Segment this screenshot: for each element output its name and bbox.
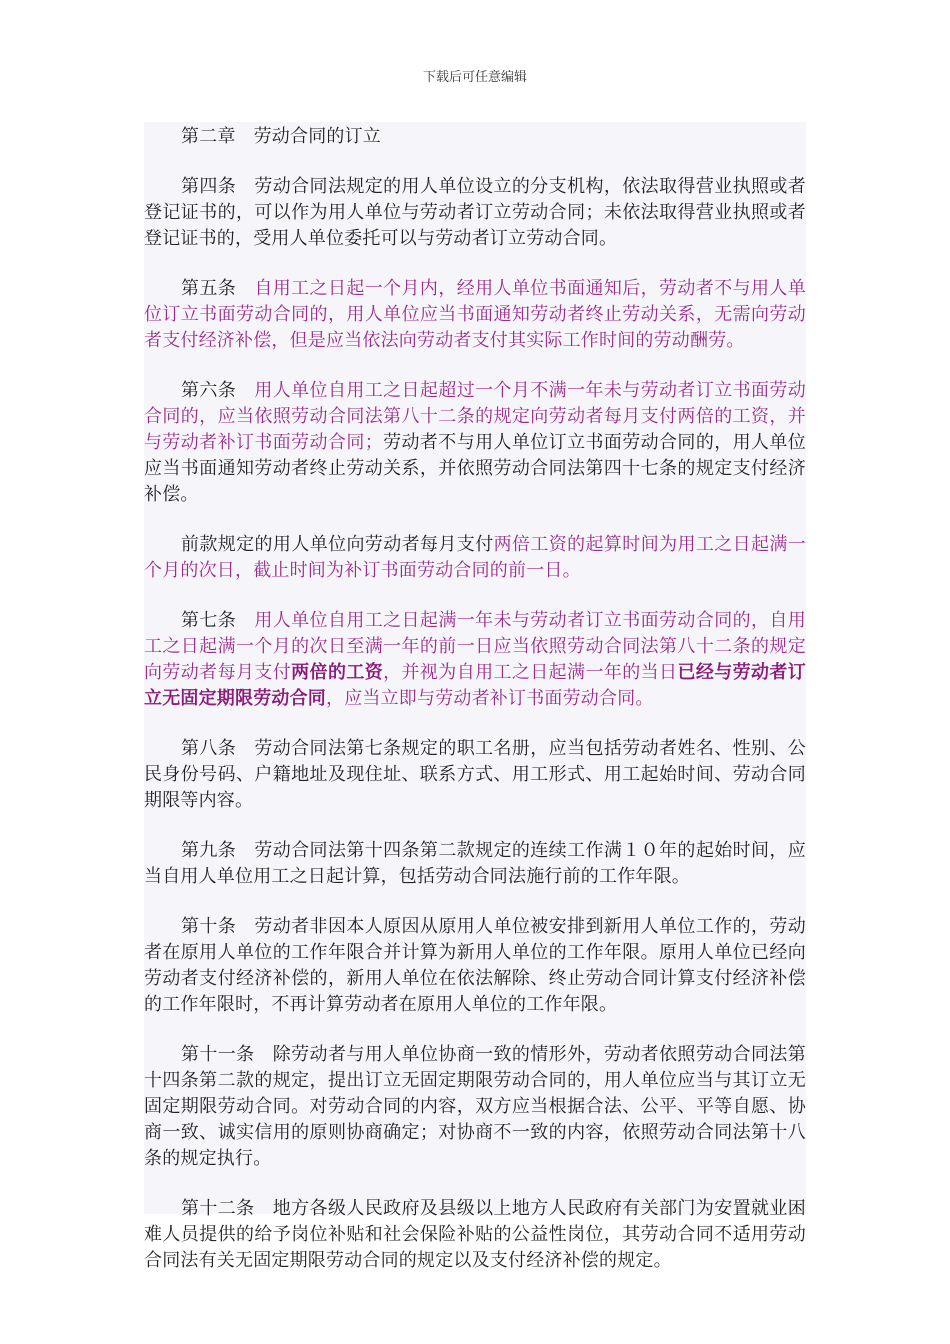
article-text: 劳动者不与用人单位订立书面劳动合同的，用人单位应当书面通知劳动者终止劳动关系，并依照劳动合同法第四十七条的规定支付经济补偿。 [144,432,806,505]
article-text: 劳动合同法第十四条第二款规定的连续工作满１０年的起始时间，应当自用人单位用工之日起计算，包括劳动合同法施行前的工作年限。 [144,840,806,887]
article-4 [144,174,806,252]
article-10 [144,914,806,1018]
article-text: 劳动合同法第七条规定的职工名册，应当包括劳动者姓名、性别、公民身份号码、户籍地址及现住址、联系方式、用工形式、用工起始时间、劳动合同期限等内容。 [144,738,806,811]
article-7 [144,608,806,712]
article-text: 劳动者非因本人原因从原用人单位被安排到新用人单位工作的，劳动者在原用人单位的工作年限合并计算为新用人单位的工作年限。原用人单位已经向劳动者支付经济补偿的，新用人单位在依法解除、终止劳动合同计算支付经济补偿的工作年限时，不再计算劳动者在原用人单位的工作年限。 [144,916,806,1015]
article-number: 第十二条 [181,1198,255,1219]
article-text-highlighted: 两倍工资的起算时间为用工之日起满一个月的次日，截止时间为补订书面劳动合同的前一日。 [144,534,806,581]
chapter-label: 第二章 [181,126,236,147]
article-5 [144,276,806,354]
article-number: 第十条 [181,916,237,937]
chapter-title: 劳动合同的订立 [253,126,382,147]
article-6 [144,378,806,508]
article-text-bold: 已经与劳动者订立无固定期限劳动合同 [144,662,806,709]
page-header: 下载后可任意编辑 [422,70,527,85]
article-number: 第七条 [181,610,237,631]
article-12 [144,1196,806,1274]
chapter-heading [144,124,806,150]
document-body [144,122,806,1271]
article-text-highlighted: ，应当立即与劳动者补订书面劳动合同。 [326,688,654,709]
article-text: 前款规定的用人单位向劳动者每月支付 [181,534,494,555]
article-text-highlighted: 用人单位自用工之日起超过一个月不满一年未与劳动者订立书面劳动合同的，应当依照劳动合同法第八十二条的规定向劳动者每月支付两倍的工资，并与劳动者补订书面劳动合同； [144,380,806,453]
article-8 [144,736,806,814]
article-text-highlighted: 自用工之日起一个月内，经用人单位书面通知后，劳动者不与用人单位订立书面劳动合同的，用人单位应当书面通知劳动者终止劳动关系，无需向劳动者支付经济补偿，但是应当依法向劳动者支付其实际工作时间的劳动酬劳。 [144,278,806,351]
article-number: 第六条 [181,380,237,401]
article-number: 第五条 [181,278,237,299]
article-text: 劳动合同法规定的用人单位设立的分支机构，依法取得营业执照或者登记证书的，可以作为用人单位与劳动者订立劳动合同；未依法取得营业执照或者登记证书的，受用人单位委托可以与劳动者订立劳动合同。 [144,176,806,249]
article-number: 第四条 [181,176,237,197]
article-9 [144,838,806,890]
article-text-highlighted: ，并视为自用工之日起满一年的当日 [383,662,678,683]
article-6-paragraph-2 [144,532,806,584]
article-number: 第十一条 [181,1044,255,1065]
article-number: 第八条 [181,738,237,759]
article-text: 地方各级人民政府及县级以上地方人民政府有关部门为安置就业困难人员提供的给予岗位补贴和社会保险补贴的公益性岗位，其劳动合同不适用劳动合同法有关无固定期限劳动合同的规定以及支付经济补偿的规定。 [144,1198,806,1271]
article-number: 第九条 [181,840,237,861]
article-11 [144,1042,806,1172]
article-text-highlighted: 用人单位自用工之日起满一年未与劳动者订立书面劳动合同的，自用工之日起满一个月的次日至满一年的前一日应当依照劳动合同法第八十二条的规定向劳动者每月支付 [144,610,806,683]
article-text-bold: 两倍的工资 [291,662,384,683]
article-text: 除劳动者与用人单位协商一致的情形外，劳动者依照劳动合同法第十四条第二款的规定，提出订立无固定期限劳动合同的，用人单位应当与其订立无固定期限劳动合同。对劳动合同的内容，双方应当根据合法、公平、平等自愿、协商一致、诚实信用的原则协商确定；对协商不一致的内容，依照劳动合同法第十八条的规定执行。 [144,1044,806,1169]
